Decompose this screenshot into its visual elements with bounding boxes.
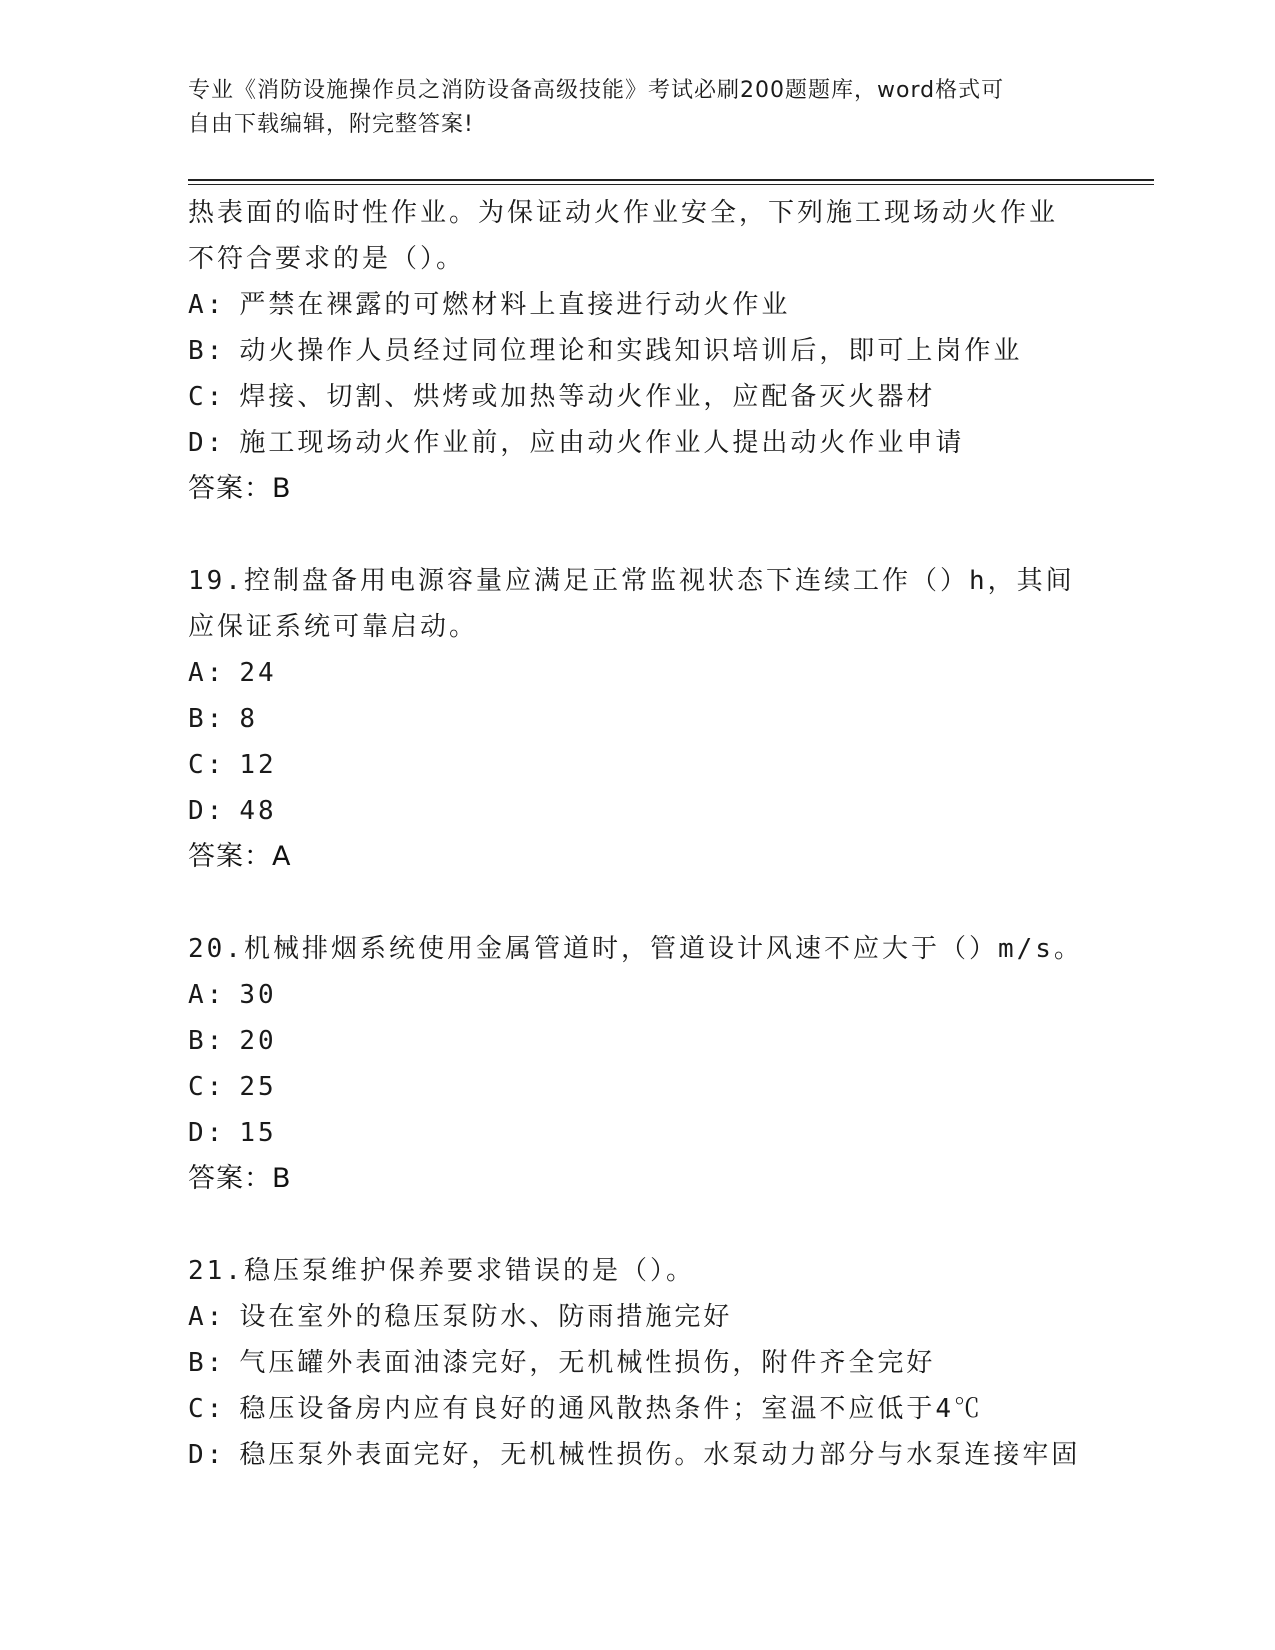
question-19 [188,558,1088,880]
option-b: B: 8 [188,704,258,734]
question-stem-line: 热表面的临时性作业。为保证动火作业安全，下列施工现场动火作业 [188,198,1059,228]
option-c: C: 稳压设备房内应有良好的通风散热条件；室温不应低于4℃ [188,1394,983,1424]
option-d: D: 稳压泵外表面完好，无机械性损伤。水泵动力部分与水泵连接牢固 [188,1440,1081,1470]
header-divider-thin [188,184,1154,185]
header-title-line-2: 自由下载编辑，附完整答案! [188,112,474,137]
option-a: A: 设在室外的稳压泵防水、防雨措施完好 [188,1302,733,1332]
option-a: A: 24 [188,658,277,688]
question-stem-line: 不符合要求的是（）。 [188,244,466,274]
header-divider [188,179,1154,181]
question-stem-line: 20.机械排烟系统使用金属管道时，管道设计风速不应大于（）m/s。 [188,934,1083,964]
question-20 [188,926,1088,1202]
option-c: C: 12 [188,750,277,780]
question-18-fragment [188,190,1088,512]
option-d: D: 48 [188,796,277,826]
option-d: D: 施工现场动火作业前，应由动火作业人提出动火作业申请 [188,428,965,458]
option-c: C: 焊接、切割、烘烤或加热等动火作业，应配备灭火器材 [188,382,936,412]
option-b: B: 气压罐外表面油漆完好，无机械性损伤，附件齐全完好 [188,1348,936,1378]
option-a: A: 严禁在裸露的可燃材料上直接进行动火作业 [188,290,791,320]
page-header [188,74,1068,142]
answer-line: 答案：A [188,841,292,872]
option-b: B: 动火操作人员经过同位理论和实践知识培训后，即可上岗作业 [188,336,1023,366]
option-a: A: 30 [188,980,277,1010]
question-stem-line: 21.稳压泵维护保养要求错误的是（）。 [188,1256,695,1286]
answer-line: 答案：B [188,473,292,504]
question-21 [188,1248,1088,1478]
question-stem-line: 应保证系统可靠启动。 [188,612,479,642]
answer-line: 答案：B [188,1163,292,1194]
question-content [188,190,1088,1478]
option-b: B: 20 [188,1026,277,1056]
option-d: D: 15 [188,1118,277,1148]
header-title-line-1: 专业《消防设施操作员之消防设备高级技能》考试必刷200题题库，word格式可 [188,78,1005,103]
question-stem-line: 19.控制盘备用电源容量应满足正常监视状态下连续工作（）h，其间 [188,566,1075,596]
option-c: C: 25 [188,1072,277,1102]
